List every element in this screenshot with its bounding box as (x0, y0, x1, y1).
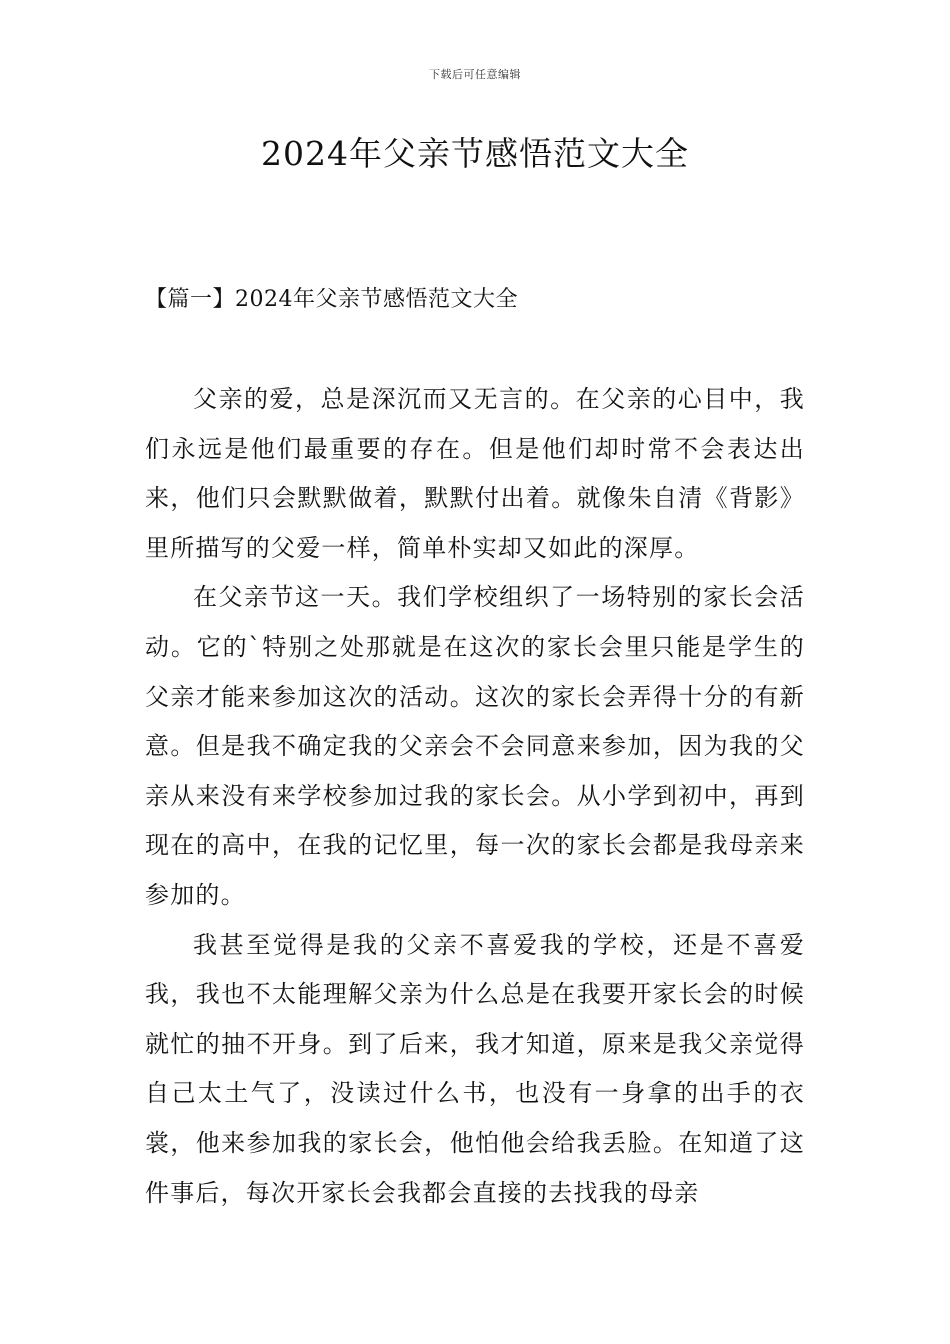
paragraph-3: 我甚至觉得是我的父亲不喜爱我的学校，还是不喜爱我，我也不太能理解父亲为什么总是在我要开家长会的时候就忙的抽不开身。到了后来，我才知道，原来是我父亲觉得自己太土气了，没读过什么书，也没有一身拿的出手的衣裳，他来参加我的家长会，他怕他会给我丢脸。在知道了这件事后，每次开家长会我都会直接的去找我的母亲 (145, 930, 805, 1207)
document-title: 2024年父亲节感悟范文大全 (261, 134, 689, 173)
paragraph-2: 在父亲节这一天。我们学校组织了一场特别的家长会活动。它的`特别之处那就是在这次的家长会里只能是学生的父亲才能来参加这次的活动。这次的家长会弄得十分的有新意。但是我不确定我的父亲会不会同意来参加，因为我的父亲从来没有来学校参加过我的家长会。从小学到初中，再到现在的高中，在我的记忆里，每一次的家长会都是我母亲来参加的。 (145, 583, 805, 909)
body-text (145, 375, 805, 1218)
header-note: 下载后可任意编辑 (429, 68, 521, 81)
paragraph-1: 父亲的爱，总是深沉而又无言的。在父亲的心目中，我们永远是他们最重要的存在。但是他们却时常不会表达出来，他们只会默默做着，默默付出着。就像朱自清《背影》里所描写的父爱一样，简单朴实却又如此的深厚。 (145, 385, 805, 562)
section-heading: 【篇一】2024年父亲节感悟范文大全 (145, 287, 518, 312)
